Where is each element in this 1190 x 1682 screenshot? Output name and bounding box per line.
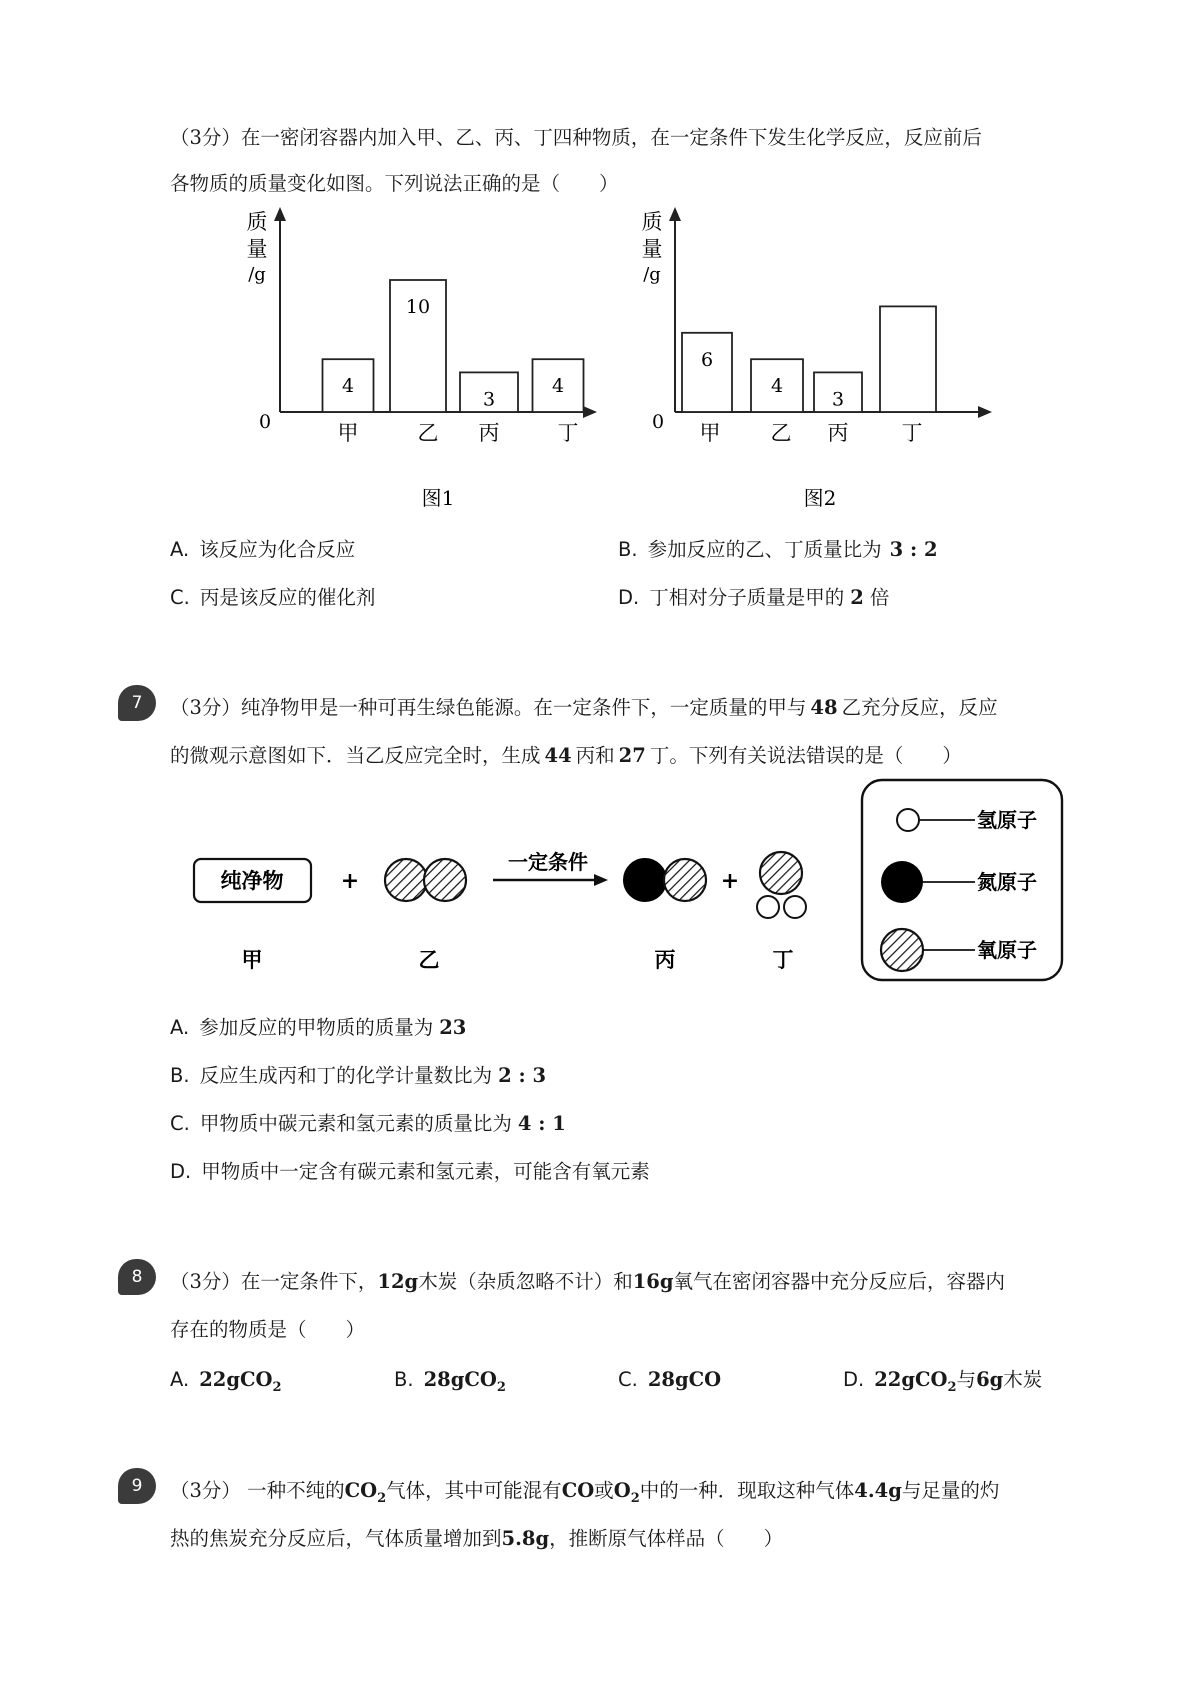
option-text: 甲物质中一定含有碳元素和氢元素，可能含有氧元素 [201, 1160, 650, 1183]
option-letter: D. [843, 1368, 865, 1391]
option-letter: A. [170, 1016, 190, 1039]
option-text: 22gCO [874, 1368, 948, 1391]
chart1-value-label: 3 [482, 388, 496, 411]
q9-number-badge: 9 [118, 1468, 156, 1504]
option-text: 28gCO [647, 1368, 722, 1391]
option-text: 丁相对分子质量是甲的 [649, 586, 845, 609]
reaction-diagram [180, 775, 1080, 990]
hydrogen-atom-icon [897, 809, 919, 831]
chart2-ylabel-line1: 质 [641, 210, 663, 234]
q7-option-b[interactable] [170, 1066, 546, 1086]
chart2-category-label: 丁 [901, 421, 923, 445]
chart2-category-label: 乙 [770, 421, 792, 445]
chart2-bar-甲 [682, 333, 732, 412]
chart1-x-arrow [583, 406, 597, 418]
q7-stem-line2: 的微观示意图如下．当乙反应完全时，生成 44 丙和 27 丁。下列有关说法错误的是（ ） [170, 744, 962, 767]
chart2-value-label: 3 [831, 388, 845, 411]
chart1-category-label: 丁 [557, 421, 579, 445]
option-number: 23 [439, 1016, 467, 1039]
q6-option-b[interactable] [618, 540, 938, 560]
chart1-origin: 0 [258, 411, 272, 433]
label-bing: 丙 [654, 947, 676, 972]
legend-oxygen: 氧原子 [977, 938, 1037, 962]
q7-stem-line1: （3分）纯净物甲是一种可再生绿色能源。在一定条件下，一定质量的甲与 48 乙充分反应，反应 [170, 696, 998, 719]
plus-sign-1: + [340, 868, 360, 894]
label-ding: 丁 [772, 947, 794, 972]
option-text: 甲物质中碳元素和氢元素的质量比为 [199, 1112, 512, 1135]
option-text: 28gCO [423, 1368, 497, 1391]
option-letter: A. [170, 538, 190, 561]
q6-stem-line1: （3分）在一密闭容器内加入甲、乙、丙、丁四种物质，在一定条件下发生化学反应，反应前后 [170, 126, 982, 149]
chart1-y-arrow [274, 207, 286, 221]
q6-stem-line2: 各物质的质量变化如图。下列说法正确的是（ ） [170, 172, 619, 195]
chart2-value-label: 4 [770, 375, 784, 398]
q8-stem-line2: 存在的物质是（ ） [170, 1318, 366, 1341]
option-letter: B. [170, 1064, 190, 1087]
chart1-value-label: 10 [405, 296, 431, 318]
chart1-category-label: 乙 [417, 421, 439, 445]
nitrogen-atom-icon [624, 859, 666, 901]
option-number: 4 : 1 [517, 1112, 566, 1135]
chart2-ylabel-line2: 量 [641, 237, 663, 261]
chart2-y-arrow [669, 207, 681, 221]
chart1-value-label: 4 [341, 375, 355, 398]
option-letter: B. [618, 538, 638, 561]
chart2-x-arrow [978, 406, 992, 418]
option-number: 2 [850, 586, 864, 609]
reaction-condition: 一定条件 [508, 850, 588, 874]
oxygen-atom-icon [385, 859, 427, 901]
q7-option-c[interactable] [170, 1114, 566, 1134]
chart2-ylabel [642, 210, 663, 285]
chart1-category-label: 丙 [478, 421, 500, 445]
option-tail: 倍 [869, 586, 890, 609]
legend-hydrogen: 氢原子 [977, 808, 1037, 832]
option-text: 丙是该反应的催化剂 [199, 586, 376, 609]
label-yi: 乙 [418, 947, 440, 972]
option-letter: C. [170, 1112, 190, 1135]
oxygen-atom-icon [881, 929, 923, 971]
option-text: 22gCO [199, 1368, 273, 1391]
chart2-origin: 0 [651, 411, 665, 433]
q6-option-c[interactable] [170, 588, 375, 608]
q8-stem-line1: （3分）在一定条件下，12g木炭（杂质忽略不计）和16g氧气在密闭容器中充分反应后，容器内 [170, 1270, 1006, 1293]
chart2-ylabel-line3: /g [643, 264, 661, 285]
option-letter: C. [618, 1368, 638, 1391]
q9-stem-line1: （3分） 一种不纯的$CO_2$气体，其中可能混有CO或$O_2$中的一种．现取这种气体4.4g与足量的灼 [170, 1479, 1000, 1506]
oxygen-atom-icon [424, 859, 466, 901]
option-letter: D. [170, 1160, 192, 1183]
option-letter: B. [394, 1368, 414, 1391]
q8-number-badge: 8 [118, 1259, 156, 1295]
chart-figure-1 [225, 205, 625, 515]
q8-option-a[interactable]: A. 22gCO$_2$ [170, 1368, 282, 1395]
q6-option-d[interactable] [618, 588, 889, 608]
chart2-bar-丁 [880, 306, 936, 412]
hydrogen-atom-icon [757, 896, 779, 918]
chart-figure-2 [620, 205, 1020, 515]
option-text: 该反应为化合反应 [199, 538, 356, 561]
chart2-title: 图2 [803, 486, 837, 510]
option-text: 参加反应的甲物质的质量为 [199, 1016, 434, 1039]
option-number: 2 : 3 [498, 1064, 547, 1087]
pure-substance-label: 纯净物 [220, 868, 284, 893]
oxygen-atom-icon [664, 859, 706, 901]
reaction-arrowhead [594, 874, 608, 886]
option-letter: A. [170, 1368, 190, 1391]
q8-option-b[interactable]: B. 28gCO$_2$ [394, 1368, 506, 1395]
chart1-ylabel-line3: /g [248, 264, 266, 285]
plus-sign-2: + [720, 868, 740, 894]
option-text: 反应生成丙和丁的化学计量数比为 [199, 1064, 493, 1087]
q9-stem-line2: 热的焦炭充分反应后，气体质量增加到5.8g，推断原气体样品（ ） [170, 1527, 784, 1550]
q7-number-badge: 7 [118, 685, 156, 721]
option-letter: D. [618, 586, 640, 609]
chart1-ylabel-line1: 质 [246, 210, 268, 234]
option-number: 3 : 2 [889, 538, 938, 561]
hydrogen-atom-icon [784, 896, 806, 918]
q8-option-c[interactable] [618, 1370, 721, 1390]
q7-option-d[interactable] [170, 1162, 650, 1182]
q8-option-d[interactable]: D. 22gCO$_2$与6g木炭 [843, 1368, 1043, 1395]
q7-option-a[interactable] [170, 1018, 466, 1038]
chart1-title: 图1 [421, 486, 455, 510]
chart1-value-label: 4 [551, 375, 565, 398]
option-letter: C. [170, 586, 190, 609]
oxygen-atom-icon [760, 852, 802, 894]
chart2-value-label: 6 [700, 348, 714, 371]
chart1-ylabel-line2: 量 [246, 237, 268, 261]
nitrogen-atom-icon [881, 861, 923, 903]
chart2-category-label: 甲 [699, 421, 721, 445]
legend-nitrogen: 氮原子 [977, 870, 1037, 894]
q6-option-a[interactable] [170, 540, 355, 560]
option-text: 参加反应的乙、丁质量比为 [647, 538, 882, 561]
label-jia: 甲 [241, 947, 263, 972]
chart1-ylabel [247, 210, 268, 285]
chart1-category-label: 甲 [337, 421, 359, 445]
chart2-category-label: 丙 [827, 421, 849, 445]
